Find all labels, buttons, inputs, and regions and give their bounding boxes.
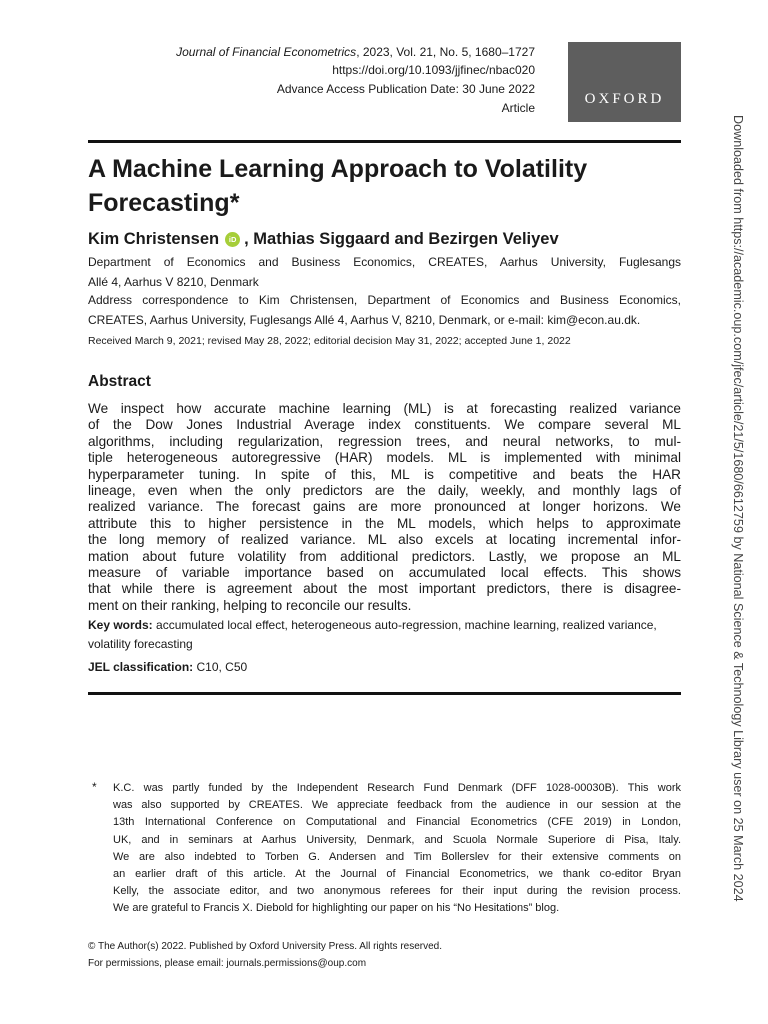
footnote-line: We are grateful to Francis X. Diebold for highlighting our paper on his “No Hesitations” blog. [113, 902, 560, 915]
footnote-line: 13th International Conference on Computational and Financial Econometrics (CFE 2019) in London, [113, 816, 681, 829]
footnote-line: Kelly, the associate editor, and two anonymous referees for their input during the revision process. [113, 885, 681, 898]
abstract-line: tiple heterogeneous autoregressive (HAR) models. ML is implemented with minimal [88, 450, 681, 466]
abstract-line: that while there is agreement about the most important predictors, there is disagree- [88, 581, 681, 597]
journal-citation [176, 43, 535, 61]
abstract-line: hyperparameter tuning. In spite of this, ML is competitive and beats the HAR [88, 466, 681, 482]
author-list [88, 230, 559, 249]
jel-label: JEL classification: [88, 660, 194, 674]
abstract-body [88, 401, 681, 614]
abstract-divider [88, 692, 681, 695]
oxford-logo-text: OXFORD [584, 91, 665, 107]
abstract-heading: Abstract [88, 373, 151, 390]
footnote [113, 780, 681, 918]
abstract-line: measure of variable importance based on accumulated local effects. This shows [88, 565, 681, 581]
header-divider [88, 140, 681, 143]
abstract-line: ment on their ranking, helping to reconcile our results. [88, 597, 412, 613]
keywords-label: Key words: [88, 618, 153, 632]
abstract-line: of the Dow Jones Industrial Average index constituents. We compare several ML [88, 417, 681, 433]
footnote-line: an earlier draft of this article. At the Journal of Financial Econometrics, we thank co-editor Bryan [113, 868, 681, 881]
footnote-line: was also supported by CREATES. We appreciate feedback from the audience in our session at the [113, 799, 681, 812]
footnote-marker: * [92, 780, 97, 794]
keywords [88, 616, 681, 654]
abstract-line: the long memory of realized variance. ML also excels at locating incremental infor- [88, 532, 681, 548]
abstract-line: attribute this to higher persistence in the ML models, which helps to approximate [88, 515, 681, 531]
correspondence-line: Address correspondence to Kim Christensen, Department of Economics and Business Economics, [88, 293, 681, 307]
permissions-line: For permissions, please email: journals.permissions@oup.com [88, 958, 367, 969]
affiliation [88, 252, 681, 292]
correspondence [88, 290, 681, 330]
abstract-line: lineage, even when the only predictors are the daily, weekly, and monthly lags of [88, 483, 681, 499]
footnote-line: K.C. was partly funded by the Independent Research Fund Denmark (DFF 1028-00030B). This work [113, 782, 681, 794]
author-others: , Mathias Siggaard and Bezirgen Veliyev [244, 230, 559, 248]
keywords-text: accumulated local effect, heterogeneous auto-regression, machine learning, realized variance, volatility forecasting [88, 618, 657, 651]
footnote-line: We are also indebted to Torben G. Andersen and Tim Bollerslev for their extensive comments on [113, 850, 681, 863]
copyright-line: © The Author(s) 2022. Published by Oxford University Press. All rights reserved. [88, 941, 443, 952]
publication-date: Advance Access Publication Date: 30 June 2022 [276, 82, 535, 96]
article-history: Received March 9, 2021; revised May 28, 2022; editorial decision May 31, 2022; accepted June 1, 2022 [88, 335, 571, 347]
affiliation-line: Department of Economics and Business Economics, CREATES, Aarhus University, Fuglesangs [88, 255, 681, 269]
affiliation-line: Allé 4, Aarhus V 8210, Denmark [88, 275, 259, 289]
abstract-line: realized variance. The forecast gains are more pronounced at longer horizons. We [88, 499, 681, 515]
journal-name: Journal of Financial Econometrics [176, 45, 357, 59]
download-watermark: Downloaded from https://academic.oup.com/jfec/article/21/5/1680/6612759 by National Science & Technology Library user on 25 March 2024 [731, 115, 745, 902]
abstract-line: We inspect how accurate machine learning (ML) is at forecasting realized variance [88, 401, 681, 416]
footnote-line: UK, and in seminars at Aarhus University, Denmark, and Scuola Normale Superiore di Pisa, Italy. [113, 833, 681, 846]
abstract-line: mation about future volatility from additional predictors. Lastly, we propose an ML [88, 548, 681, 564]
jel-classification [88, 660, 247, 674]
doi-link[interactable]: https://doi.org/10.1093/jjfinec/nbac020 [332, 63, 535, 77]
oxford-logo [568, 42, 681, 122]
jel-codes: C10, C50 [193, 660, 248, 674]
abstract-line: algorithms, including regularization, regression trees, and neural networks, to mul- [88, 433, 681, 449]
article-type: Article [501, 101, 535, 115]
correspondence-line: CREATES, Aarhus University, Fuglesangs Allé 4, Aarhus V, 8210, Denmark, or e-mail: kim@econ.au.dk. [88, 313, 641, 327]
orcid-icon[interactable]: iD [225, 232, 240, 247]
paper-title: A Machine Learning Approach to Volatility Forecasting* [88, 155, 588, 217]
copyright-notice [88, 938, 442, 972]
journal-volume: , 2023, Vol. 21, No. 5, 1680–1727 [356, 45, 535, 59]
author-kim-christensen[interactable]: Kim Christensen [88, 230, 220, 248]
